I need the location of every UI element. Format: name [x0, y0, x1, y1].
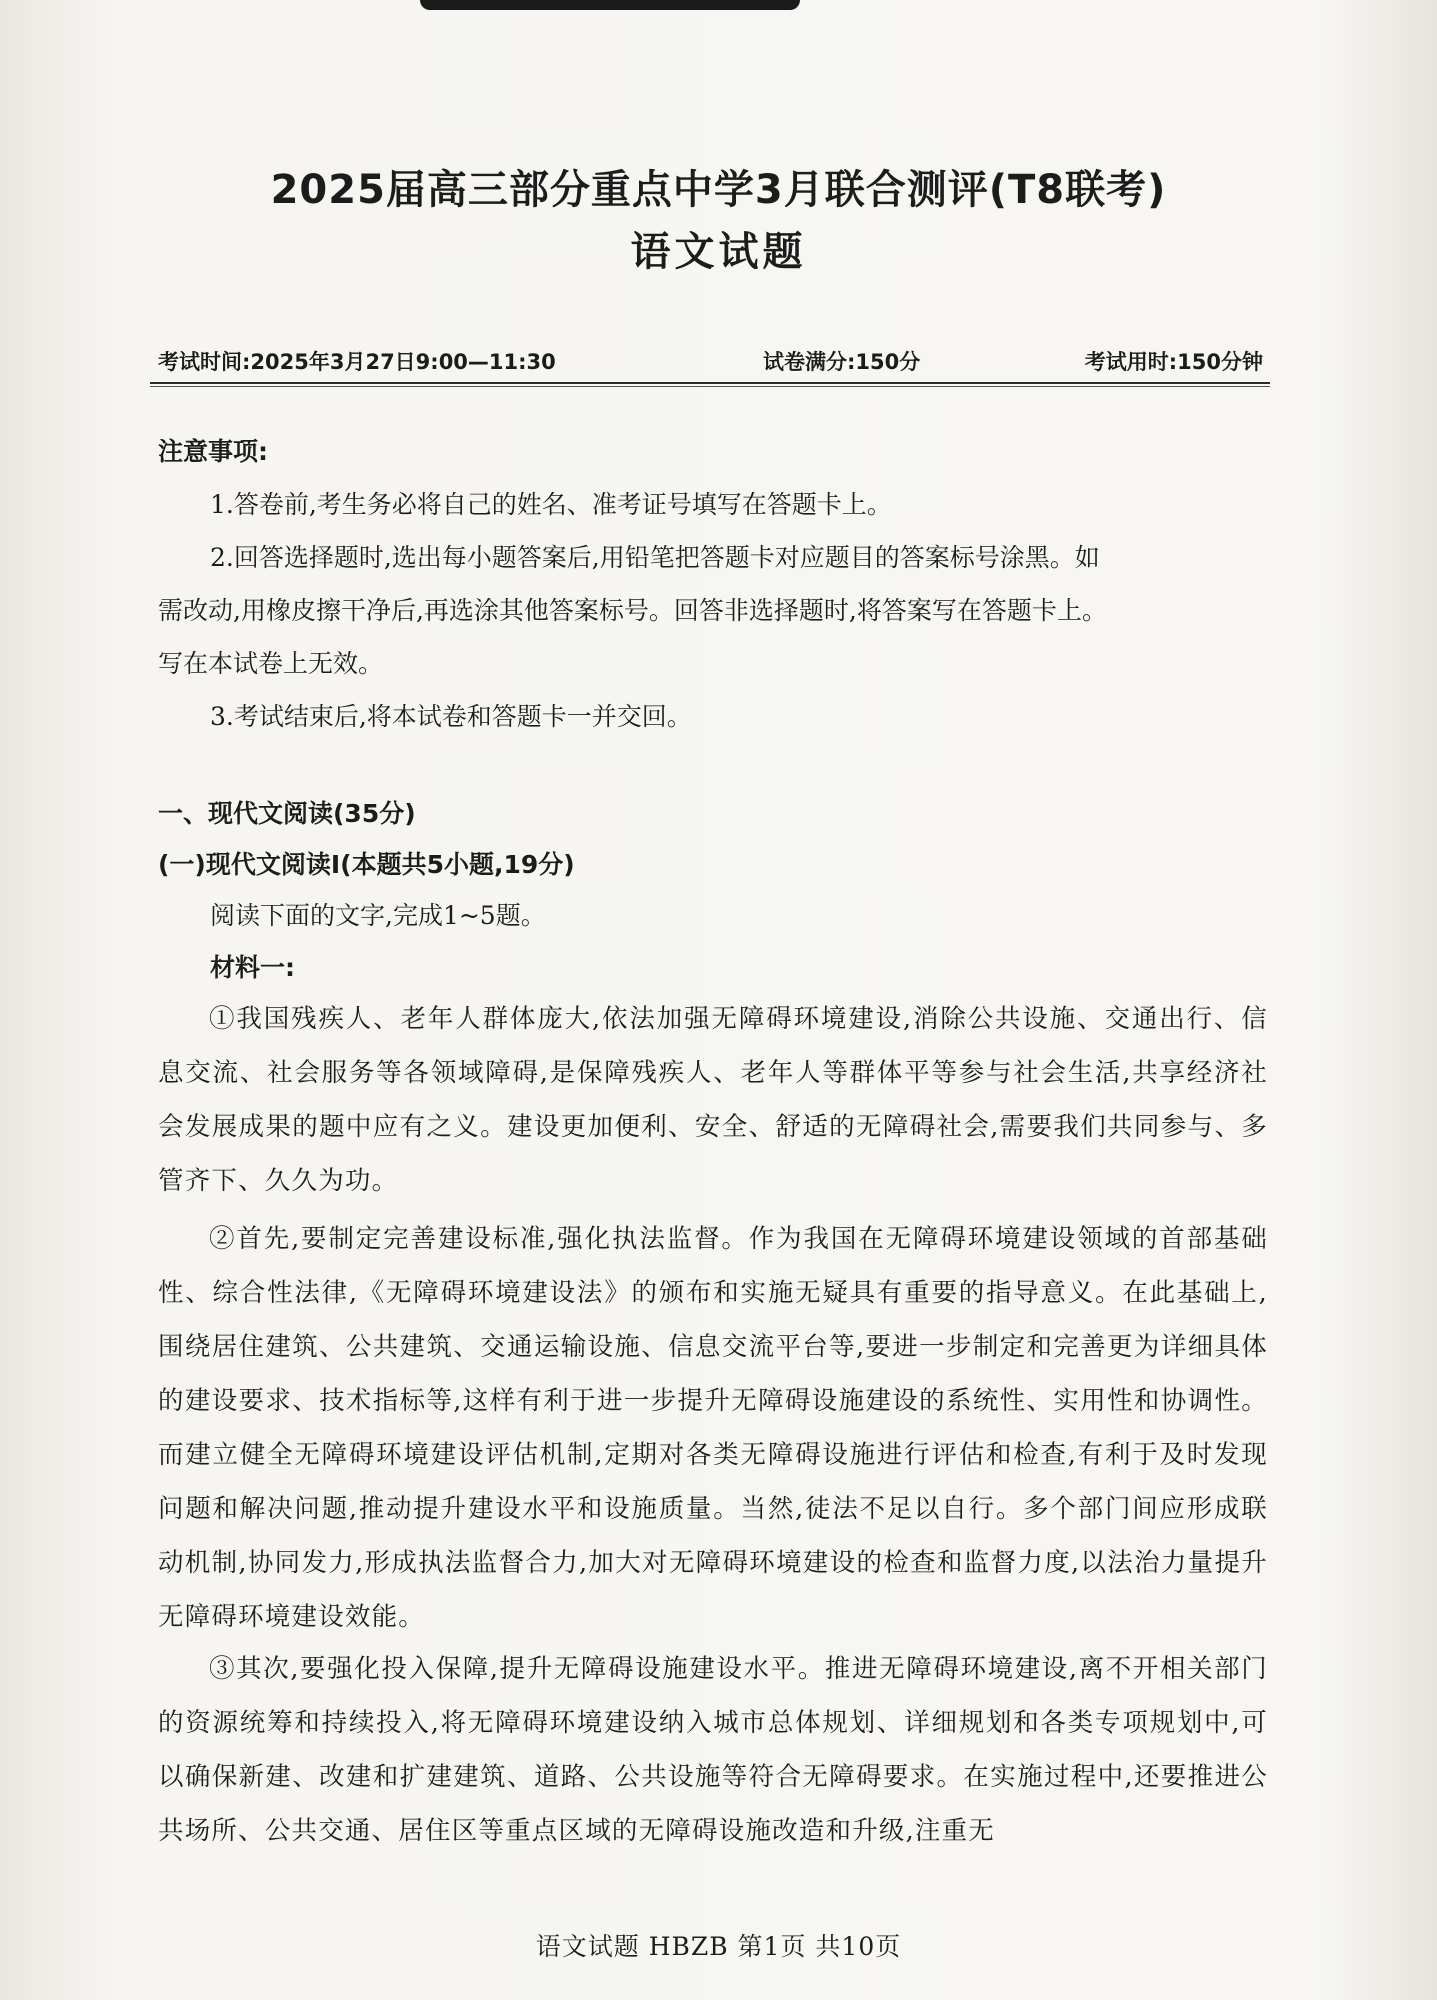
paragraph-1: ①我国残疾人、老年人群体庞大,依法加强无障碍环境建设,消除公共设施、交通出行、信息交流、社会服务等各领域障碍,是保障残疾人、老年人等群体平等参与社会生活,共享经济社会发展成果的题中应有之义。建设更加便利、安全、舒适的无障碍社会,需要我们共同参与、多管齐下、久久为功。 [158, 1004, 1268, 1196]
notice-item-2: 2.回答选择题时,选出每小题答案后,用铅笔把答题卡对应题目的答案标号涂黑。如 [210, 543, 1100, 572]
page-footer: 语文试题 HBZB 第1页 共10页 [535, 1932, 902, 1961]
exam-time: 考试时间:2025年3月27日9:00—11:30 [158, 350, 556, 374]
paragraph-2: ②首先,要制定完善建设标准,强化执法监督。作为我国在无障碍环境建设领域的首部基础性、综合性法律,《无障碍环境建设法》的颁布和实施无疑具有重要的指导意义。在此基础上,围绕居住建筑、公共建筑、交通运输设施、信息交流平台等,要进一步制定和完善更为详细具体的建设要求、技术指标等,这样有利于进一步提升无障碍设施建设的系统性、实用性和协调性。而建立健全无障碍环境建设评估机制,定期对各类无障碍设施进行评估和检查,有利于及时发现问题和解决问题,推动提升建设水平和设施质量。当然,徒法不足以自行。多个部门间应形成联动机制,协同发力,形成执法监督合力,加大对无障碍环境建设的检查和监督力度,以法治力量提升无障碍环境建设效能。 [158, 1224, 1268, 1632]
notice-item-2-end: 写在本试卷上无效。 [158, 649, 384, 678]
notice-item-2-cont: 需改动,用橡皮擦干净后,再选涂其他答案标号。回答非选择题时,将答案写在答题卡上。 [158, 596, 1107, 625]
exam-title: 2025届高三部分重点中学3月联合测评(T8联考) [270, 167, 1167, 213]
scan-shadow [420, 0, 800, 10]
exam-duration: 考试用时:150分钟 [1084, 350, 1263, 374]
exam-subject: 语文试题 [630, 229, 807, 275]
divider-line-thin [150, 386, 1270, 387]
notice-item-3: 3.考试结束后,将本试卷和答题卡一并交回。 [210, 702, 692, 731]
divider-line [150, 382, 1270, 384]
subsection-title: (一)现代文阅读Ⅰ(本题共5小题,19分) [158, 850, 575, 879]
material-label: 材料一: [210, 953, 295, 982]
notice-item-1: 1.答卷前,考生务必将自己的姓名、准考证号填写在答题卡上。 [210, 490, 892, 519]
notice-title: 注意事项: [158, 437, 268, 466]
full-score: 试卷满分:150分 [763, 350, 921, 374]
paragraph-3: ③其次,要强化投入保障,提升无障碍设施建设水平。推进无障碍环境建设,离不开相关部门的资源统筹和持续投入,将无障碍环境建设纳入城市总体规划、详细规划和各类专项规划中,可以确保新建、改建和扩建建筑、道路、公共设施等符合无障碍要求。在实施过程中,还要推进公共场所、公共交通、居住区等重点区域的无障碍设施改造和升级,注重无 [158, 1654, 1268, 1846]
reading-instruction: 阅读下面的文字,完成1~5题。 [210, 901, 546, 930]
section-title: 一、现代文阅读(35分) [158, 799, 416, 828]
